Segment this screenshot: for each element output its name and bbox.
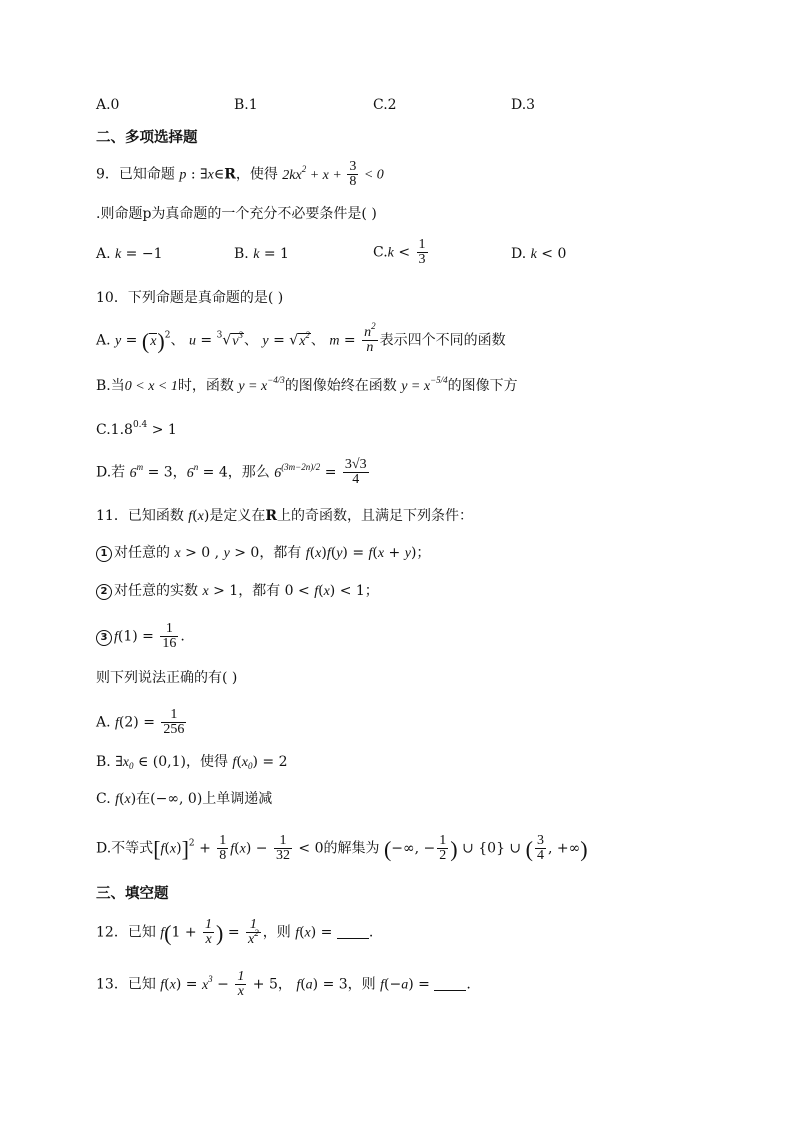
q9-option-c: C.k < $\frac{1}{3}$ <box>373 237 426 267</box>
answer-blank[interactable] <box>337 926 369 939</box>
q8-option-d: D.3 <box>511 97 536 113</box>
answer-blank[interactable] <box>434 978 466 991</box>
question-9-condition: .则命题p为真命题的一个充分不必要条件是( ) <box>96 206 377 222</box>
question-number: 12． <box>96 924 128 941</box>
section-heading-multiple-choice: 二、多项选择题 <box>96 130 198 146</box>
q8-option-c: C.2 <box>373 97 397 113</box>
q9-option-b: B. k = 1 <box>234 246 289 262</box>
section-heading-fill-in: 三、填空题 <box>96 886 169 902</box>
question-13: 13．已知 $f(x) = x^3$ − $\frac{1}{x}$ + 5， f(a) = 3，则 f(−a) = . <box>96 969 471 999</box>
q11-option-a: A. f(2) = $\frac{1}{256}$ <box>96 707 185 737</box>
q11-condition-1: 1 对任意的 x > 0 , y > 0，都有 f(x)f(y) = f(x + y)； <box>96 543 430 564</box>
q10-option-d: D.若 $6^m = 3$，$6^n = 4$，那么 $6^{(3m-2n)/2}$ = $\frac{3√3}{4}$ <box>96 457 367 487</box>
question-number: 10． <box>96 290 128 306</box>
question-10-stem: 10．下列命题是真命题的是( ) <box>96 290 284 306</box>
q11-condition-2: 2 对任意的实数 x > 1，都有 0 < f(x) < 1； <box>96 581 379 602</box>
q10-option-c: $C.1.8^{0.4} > 1$ <box>96 420 177 438</box>
question-number: 13． <box>96 976 128 993</box>
q11-option-d: D.不等式$[f(x)]^2$ + $\frac{1}{8}$ f(x) − $\frac{1}{32}$ < 0的解集为 (−∞, − $\frac{1}{2}$ ) ∪ {0} ∪ ( $\frac{3}{4}$ , +∞) <box>96 833 588 863</box>
q8-option-a: A.0 <box>96 97 120 113</box>
question-number: 9． <box>96 166 119 183</box>
q9-option-a: A. k = −1 <box>96 246 163 262</box>
q9-option-d: D. k < 0 <box>511 246 567 262</box>
q11-option-c: C. f(x)在(−∞, 0)上单调递减 <box>96 791 273 807</box>
q11-condition-3: 3 f(1) = $\frac{1}{16}$ . <box>96 622 185 651</box>
question-9-stem: 9．已知命题 p : ∃x∈R，使得 $2kx^2 + x$ + $\frac{3}{8}$ < 0 <box>96 159 384 189</box>
question-11-stem: 11．已知函数 f(x)是定义在R上的奇函数，且满足下列条件： <box>96 508 473 524</box>
question-number: 11． <box>96 508 128 524</box>
q8-option-b: B.1 <box>234 97 258 113</box>
q11-option-b: B. $\exists x_0$ ∈ (0,1)，使得 $f(x_0) = 2$ <box>96 754 288 771</box>
question-12: 12．已知 f(1 + $\frac{1}{x}$ ) = $\frac{1}{x^2}$ ，则 f(x) = . <box>96 917 374 947</box>
q10-option-b: B.当0 < x < 1时，函数 $y = x^{-4/3}$的图像始终在函数 $y = x^{-5/4}$的图像下方 <box>96 375 518 394</box>
q10-option-a: A. $y = (x)^2$、 $u = ^3√v^3$、 $y = √x^2$、 m = $\frac{n^2}{n}$ 表示四个不同的函数 <box>96 321 506 355</box>
q11-ask: 则下列说法正确的有( ) <box>96 670 238 686</box>
